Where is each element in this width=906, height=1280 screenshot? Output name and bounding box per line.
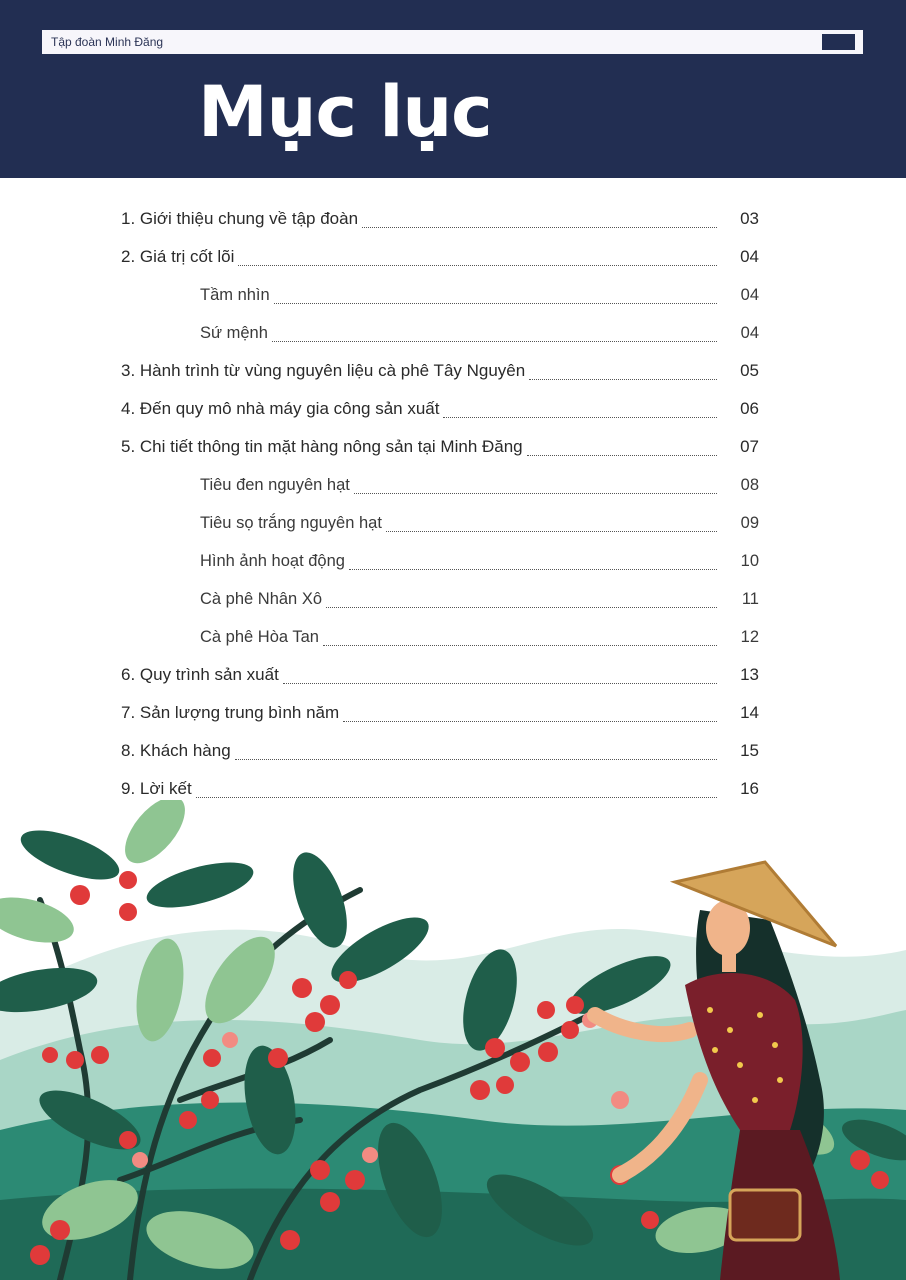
toc-entry-label: Hình ảnh hoạt động <box>200 551 345 570</box>
toc-entry-page: 04 <box>740 323 759 342</box>
toc-entry[interactable] <box>200 466 759 504</box>
toc-entry[interactable] <box>121 200 759 238</box>
toc-entry-label: 5. Chi tiết thông tin mặt hàng nông sản tại Minh Đăng <box>121 437 523 456</box>
toc-leader-dots <box>354 481 717 494</box>
toc-entry-label: 9. Lời kết <box>121 779 192 798</box>
toc-leader-dots <box>283 671 717 684</box>
toc-entry[interactable] <box>200 580 759 618</box>
toc-entry-page: 10 <box>740 551 759 570</box>
toc-entry-page: 09 <box>740 513 759 532</box>
toc-entry-page: 04 <box>740 285 759 304</box>
toc-leader-dots <box>529 367 717 380</box>
toc-leader-dots <box>272 329 717 342</box>
toc-leader-dots <box>362 215 717 228</box>
toc-entry[interactable] <box>200 276 759 314</box>
toc-entry[interactable] <box>121 694 759 732</box>
toc-entry-label: 3. Hành trình từ vùng nguyên liệu cà phê Tây Nguyên <box>121 361 526 380</box>
toc-leader-dots <box>326 595 717 608</box>
toc-entry[interactable] <box>200 618 759 656</box>
toc-entry-page: 04 <box>740 247 759 266</box>
toc-entry[interactable] <box>121 656 759 694</box>
toc-leader-dots <box>274 291 717 304</box>
toc-entry-label: 2. Giá trị cốt lõi <box>121 247 235 266</box>
toc-leader-dots <box>323 633 717 646</box>
toc-entry-label: Cà phê Hòa Tan <box>200 627 319 646</box>
toc-entry[interactable] <box>200 504 759 542</box>
toc-entry-label: 7. Sản lượng trung bình năm <box>121 703 340 722</box>
toc-entry-label: 6. Quy trình sản xuất <box>121 665 279 684</box>
toc-entry[interactable] <box>121 428 759 466</box>
header-strip <box>42 30 863 54</box>
toc-leader-dots <box>386 519 717 532</box>
toc-leader-dots <box>349 557 717 570</box>
toc-entry-page: 13 <box>740 665 759 684</box>
toc-entry-page: 06 <box>740 399 759 418</box>
toc-entry-page: 14 <box>740 703 759 722</box>
toc-entry-label: Tiêu đen nguyên hạt <box>200 475 350 494</box>
header-tag <box>822 34 855 50</box>
coffee-farmer-illustration <box>0 800 906 1280</box>
toc-entry[interactable] <box>121 732 759 770</box>
page-title: Mục lục <box>198 71 492 153</box>
toc-entry-label: Tiêu sọ trắng nguyên hạt <box>200 513 382 532</box>
toc-entry-page: 11 <box>741 589 759 608</box>
toc-leader-dots <box>343 709 717 722</box>
toc-entry-page: 03 <box>740 209 759 228</box>
toc-entry-label: Sứ mệnh <box>200 323 268 342</box>
toc-entry[interactable] <box>121 238 759 276</box>
toc-entry-label: 8. Khách hàng <box>121 741 231 760</box>
toc-leader-dots <box>196 785 717 798</box>
toc-entry-label: Cà phê Nhân Xô <box>200 589 323 608</box>
toc-entry-page: 16 <box>740 779 759 798</box>
toc-leader-dots <box>238 253 717 266</box>
toc-entry-page: 07 <box>740 437 759 456</box>
toc-entry-label: 4. Đến quy mô nhà máy gia công sản xuất <box>121 399 440 418</box>
toc-entry[interactable] <box>200 542 759 580</box>
toc-entry[interactable] <box>121 390 759 428</box>
header-banner <box>0 0 906 178</box>
toc-entry-page: 12 <box>740 627 759 646</box>
toc-entry-page: 08 <box>740 475 759 494</box>
brand-name: Tập đoàn Minh Đăng <box>51 35 164 49</box>
toc-leader-dots <box>235 747 717 760</box>
toc-leader-dots <box>527 443 717 456</box>
toc-entry-page: 05 <box>740 361 759 380</box>
toc-entry-label: 1. Giới thiệu chung về tập đoàn <box>121 209 359 228</box>
toc-entry-label: Tầm nhìn <box>200 285 270 304</box>
toc-entry-page: 15 <box>740 741 759 760</box>
toc-entry[interactable] <box>200 314 759 352</box>
toc-leader-dots <box>443 405 717 418</box>
toc-entry[interactable] <box>121 352 759 390</box>
